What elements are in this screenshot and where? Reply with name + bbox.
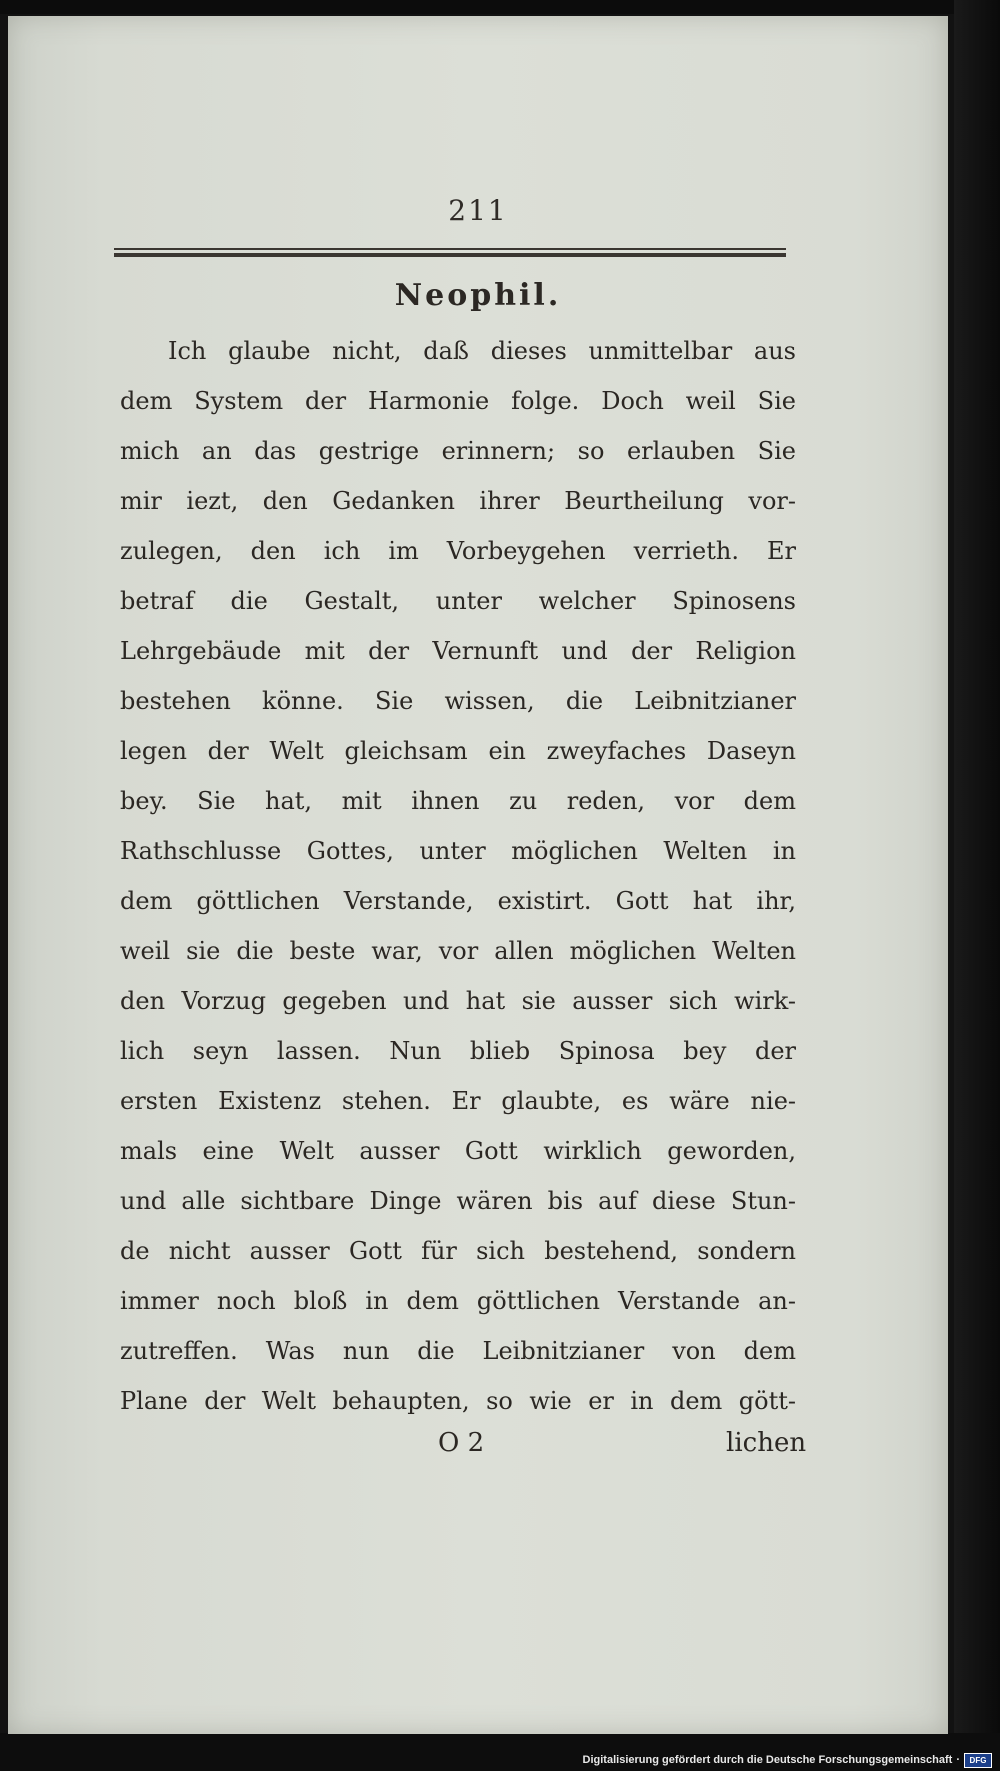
text-line: legen der Welt gleichsam ein zweyfaches Daseyn xyxy=(120,737,796,765)
page-number: 211 xyxy=(448,194,508,227)
scan-top-edge xyxy=(0,0,1000,14)
body-text xyxy=(120,326,796,1426)
text-line: und alle sichtbare Dinge wären bis auf diese Stun- xyxy=(120,1187,796,1215)
text-line: dem System der Harmonie folge. Doch weil Sie xyxy=(120,387,796,415)
digitization-credit xyxy=(583,1751,992,1769)
text-line: Ich glaube nicht, daß dieses unmittelbar aus xyxy=(168,337,796,365)
text-line: zutreffen. Was nun die Leibnitzianer von dem xyxy=(120,1337,796,1365)
scan-right-edge xyxy=(954,0,1000,1771)
text-line: bestehen könne. Sie wissen, die Leibnitzianer xyxy=(120,687,796,715)
text-line: betraf die Gestalt, unter welcher Spinosens xyxy=(120,587,796,615)
text-line: ersten Existenz stehen. Er glaubte, es wäre nie- xyxy=(120,1087,796,1115)
credit-text: Digitalisierung gefördert durch die Deutsche Forschungsgemeinschaft xyxy=(582,1754,953,1766)
text-line: immer noch bloß in dem göttlichen Verstande an- xyxy=(120,1287,796,1315)
text-line: bey. Sie hat, mit ihnen zu reden, vor dem xyxy=(120,787,796,815)
text-line: weil sie die beste war, vor allen möglichen Welten xyxy=(120,937,796,965)
signature-mark: O 2 xyxy=(438,1428,485,1458)
header-rule-thick xyxy=(114,253,786,257)
text-line: mals eine Welt ausser Gott wirklich geworden, xyxy=(120,1137,796,1165)
text-line: Plane der Welt behaupten, so wie er in dem gött- xyxy=(120,1387,796,1415)
text-line: Lehrgebäude mit der Vernunft und der Religion xyxy=(120,637,796,665)
text-line: lich seyn lassen. Nun blieb Spinosa bey der xyxy=(120,1037,796,1065)
header-rule xyxy=(114,248,786,258)
text-line: mich an das gestrige erinnern; so erlauben Sie xyxy=(120,437,796,465)
text-line: dem göttlichen Verstande, existirt. Gott hat ihr, xyxy=(120,887,796,915)
book-page xyxy=(8,16,948,1734)
header-rule-thin xyxy=(114,248,786,250)
text-line: zulegen, den ich im Vorbeygehen verrieth. Er xyxy=(120,537,796,565)
text-line: Rathschlusse Gottes, unter möglichen Welten in xyxy=(120,837,796,865)
catchword: lichen xyxy=(726,1428,807,1458)
dfg-logo-icon: DFG xyxy=(964,1753,992,1768)
text-line: mir iezt, den Gedanken ihrer Beurtheilung vor- xyxy=(120,487,796,515)
speaker-heading: Neophil. xyxy=(394,278,562,313)
text-line: den Vorzug gegeben und hat sie ausser sich wirk- xyxy=(120,987,796,1015)
text-line: de nicht ausser Gott für sich bestehend, sondern xyxy=(120,1237,796,1265)
separator-dot: · xyxy=(956,1754,960,1766)
